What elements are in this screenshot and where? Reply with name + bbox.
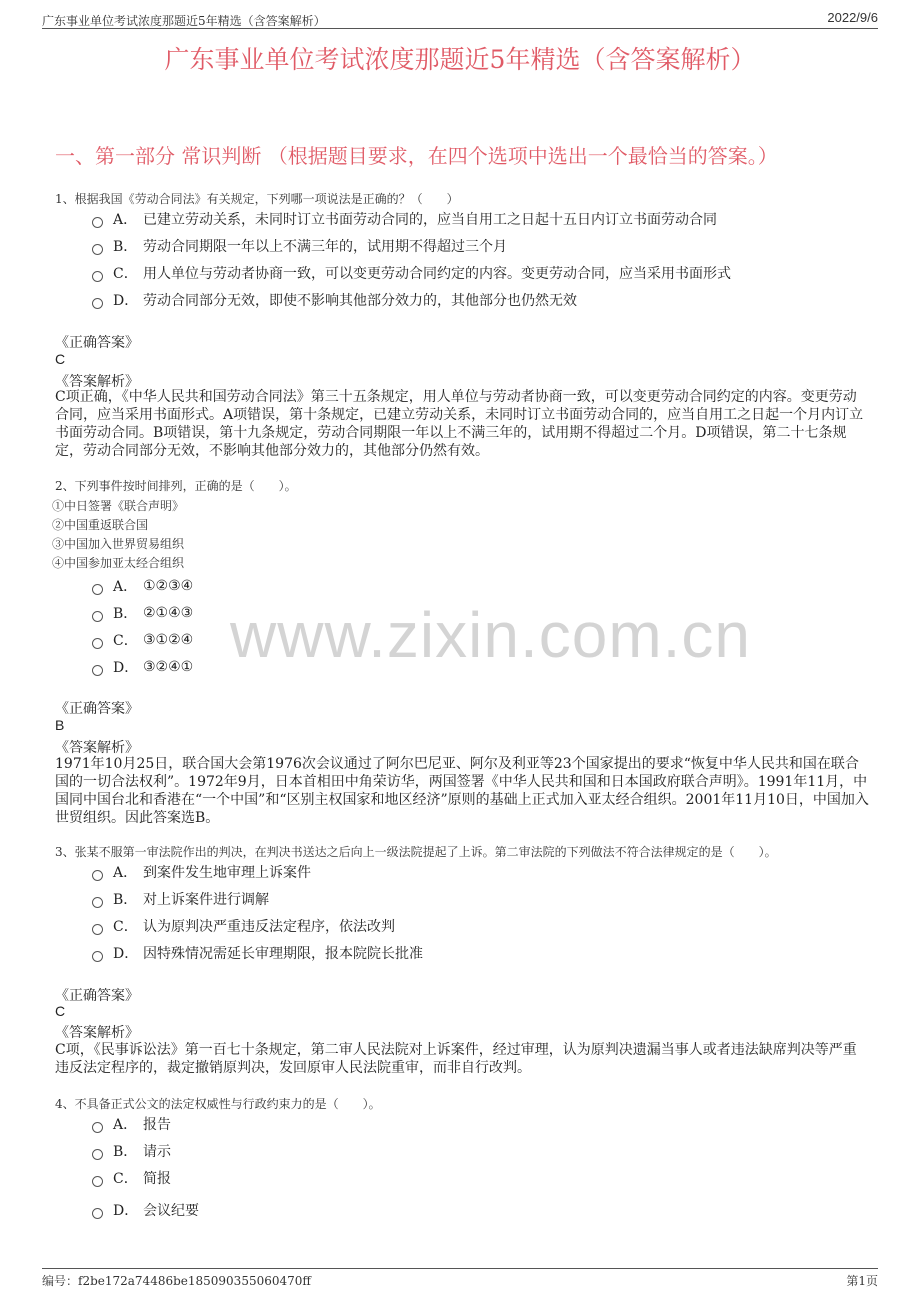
- option-b[interactable]: B． 请示: [92, 1141, 171, 1161]
- option-b[interactable]: B． 对上诉案件进行调解: [92, 889, 269, 909]
- radio-icon[interactable]: [92, 244, 103, 255]
- question-stem: 1、根据我国《劳动合同法》有关规定，下列哪一项说法是正确的？（ ）: [55, 192, 459, 206]
- question-stem: 2、下列事件按时间排列，正确的是（ ）。: [55, 479, 297, 493]
- option-b[interactable]: B． ②①④③: [92, 603, 193, 623]
- option-d[interactable]: D． 劳动合同部分无效，即使不影响其他部分效力的，其他部分也仍然无效: [92, 290, 577, 310]
- radio-icon[interactable]: [92, 951, 103, 962]
- option-c[interactable]: C． ③①②④: [92, 630, 193, 650]
- analysis-label: 《答案解析》: [55, 1025, 139, 1041]
- option-a[interactable]: A． 到案件发生地审理上诉案件: [92, 862, 311, 882]
- header-doc-title: 广东事业单位考试浓度那题近5年精选（含答案解析）: [42, 14, 326, 28]
- radio-icon[interactable]: [92, 584, 103, 595]
- option-d[interactable]: D． 会议纪要: [92, 1200, 199, 1220]
- analysis-text: 1971年10月25日，联合国大会第1976次会议通过了阿尔巴尼亚、阿尔及利亚等23个国家提出的要求“恢复中华人民共和国在联合国的一切合法权利”。1972年9月，日本首相田中角荣访华，两国签署《中华人民共和国和日本国政府联合声明》。1991年11月，中国同中国台北和香港在“一个中国”和“区别主权国家和地区经济”原则的基础上正式加入亚太经合组织。2001年11月10日，中国加入世贸组织。因此答案选B。: [55, 756, 869, 826]
- question-stem: 3、张某不服第一审法院作出的判决，在判决书送达之后向上一级法院提起了上诉。第二审法院的下列做法不符合法律规定的是（ ）。: [55, 845, 777, 859]
- option-c[interactable]: C． 认为原判决严重违反法定程序，依法改判: [92, 916, 395, 936]
- option-a[interactable]: A． ①②③④: [92, 576, 193, 596]
- radio-icon[interactable]: [92, 611, 103, 622]
- correct-answer: B: [55, 717, 65, 733]
- option-c[interactable]: C． 用人单位与劳动者协商一致，可以变更劳动合同约定的内容。变更劳动合同，应当采用书面形式: [92, 263, 731, 283]
- analysis-label: 《答案解析》: [55, 740, 139, 756]
- header-date: 2022/9/6: [827, 10, 878, 25]
- option-c[interactable]: C． 简报: [92, 1168, 171, 1188]
- footer-page-number: 第1页: [846, 1274, 878, 1288]
- option-a[interactable]: A． 报告: [92, 1114, 171, 1134]
- page-footer: [42, 1268, 878, 1288]
- analysis-text: C项正确，《中华人民共和国劳动合同法》第三十五条规定，用人单位与劳动者协商一致，可以变更劳动合同约定的内容。变更劳动合同，应当采用书面形式。A项错误，第十条规定，已建立劳动关系，未同时订立书面劳动合同的，应当自用工之日起一个月内订立书面劳动合同。B项错误，第十九条规定，劳动合同期限一年以上不满三年的，试用期不得超过二个月。D项错误，第二十七条规定，劳动合同部分无效，不影响其他部分效力的，其他部分仍然有效。: [55, 389, 864, 459]
- correct-answer-label: 《正确答案》: [55, 335, 139, 351]
- correct-answer-label: 《正确答案》: [55, 701, 139, 717]
- option-b[interactable]: B． 劳动合同期限一年以上不满三年的，试用期不得超过三个月: [92, 236, 507, 256]
- radio-icon[interactable]: [92, 870, 103, 881]
- analysis-label: 《答案解析》: [55, 374, 139, 390]
- radio-icon[interactable]: [92, 271, 103, 282]
- option-d[interactable]: D． ③②④①: [92, 657, 193, 677]
- radio-icon[interactable]: [92, 1176, 103, 1187]
- radio-icon[interactable]: [92, 897, 103, 908]
- event-item: ③中国加入世界贸易组织: [52, 537, 185, 551]
- watermark: www.zixin.com.cn: [230, 599, 751, 671]
- radio-icon[interactable]: [92, 298, 103, 309]
- correct-answer-label: 《正确答案》: [55, 988, 139, 1004]
- radio-icon[interactable]: [92, 217, 103, 228]
- radio-icon[interactable]: [92, 638, 103, 649]
- radio-icon[interactable]: [92, 1122, 103, 1133]
- radio-icon[interactable]: [92, 924, 103, 935]
- radio-icon[interactable]: [92, 1208, 103, 1219]
- correct-answer: C: [55, 1003, 66, 1019]
- radio-icon[interactable]: [92, 1149, 103, 1160]
- question-stem: 4、不具备正式公文的法定权威性与行政约束力的是（ ）。: [55, 1097, 381, 1111]
- event-item: ④中国参加亚太经合组织: [52, 556, 185, 570]
- option-d[interactable]: D． 因特殊情况需延长审理期限，报本院院长批准: [92, 943, 423, 963]
- footer-doc-id: 编号：f2be172a74486be185090355060470ff: [42, 1274, 311, 1288]
- option-a[interactable]: A． 已建立劳动关系，未同时订立书面劳动合同的，应当自用工之日起十五日内订立书面劳动合同: [92, 209, 717, 229]
- page-header: [42, 10, 878, 29]
- radio-icon[interactable]: [92, 665, 103, 676]
- event-item: ②中国重返联合国: [52, 518, 149, 532]
- correct-answer: C: [55, 351, 66, 367]
- document-title: 广东事业单位考试浓度那题近5年精选（含答案解析）: [164, 45, 756, 74]
- analysis-text: C项，《民事诉讼法》第一百七十条规定，第二审人民法院对上诉案件，经过审理，认为原判决遗漏当事人或者违法缺席判决等严重违反法定程序的，裁定撤销原判决，发回原审人民法院重审，而非自行改判。: [55, 1042, 857, 1076]
- section-title: 一、第一部分 常识判断 （根据题目要求，在四个选项中选出一个最恰当的答案。）: [55, 144, 778, 168]
- event-item: ①中日签署《联合声明》: [52, 499, 185, 513]
